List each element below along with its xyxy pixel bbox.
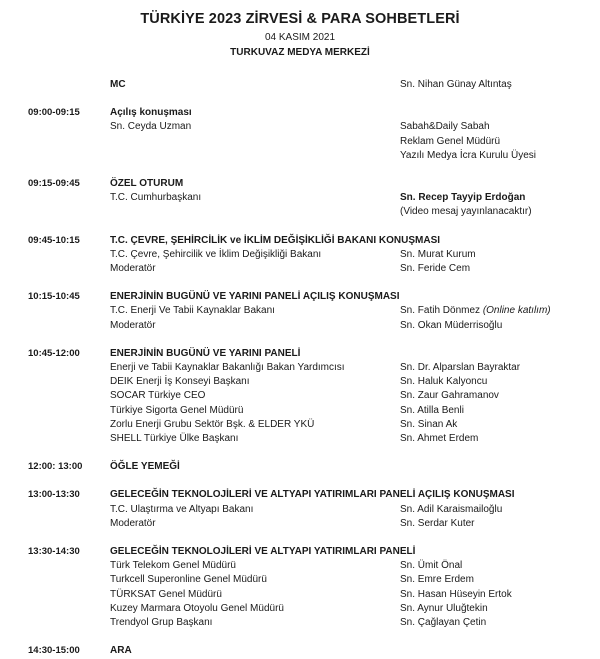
person-name: Sn. Recep Tayyip Erdoğan	[400, 192, 526, 204]
row-person	[400, 404, 586, 418]
row-spacer	[400, 545, 586, 559]
person-name: Sn. Sinan Ak	[400, 418, 458, 430]
row-role: Zorlu Enerji Grubu Sektör Bşk. & ELDER YKÜ	[110, 418, 315, 430]
page-title: TÜRKİYE 2023 ZİRVESİ & PARA SOHBETLERİ	[140, 11, 460, 27]
row-person	[400, 120, 586, 134]
row-role: T.C. Enerji Ve Tabii Kaynaklar Bakanı	[110, 305, 275, 317]
event-date: 04 KASIM 2021	[264, 32, 336, 43]
row-role: SHELL Türkiye Ülke Başkanı	[110, 433, 239, 445]
schedule-row	[28, 644, 586, 658]
row-spacer	[400, 234, 586, 248]
row-role: Moderatör	[110, 517, 156, 529]
row-spacer	[110, 205, 400, 219]
row-spacer	[110, 135, 400, 149]
person-name: Sn. Ümit Önal	[400, 560, 463, 572]
row-time: 12:00: 13:00	[28, 461, 83, 473]
event-venue: TURKUVAZ MEDYA MERKEZİ	[230, 47, 370, 58]
row-time: 09:45-10:15	[28, 234, 80, 246]
row-person: Sn. Nihan Günay Altıntaş	[400, 79, 512, 90]
person-name: Sn. Ahmet Erdem	[400, 433, 479, 445]
schedule-row	[28, 347, 586, 446]
row-person	[400, 375, 586, 389]
schedule-row	[28, 177, 586, 220]
row-role: Türkiye Sigorta Genel Müdürü	[110, 404, 244, 416]
schedule-row	[28, 234, 586, 277]
row-person	[400, 262, 586, 276]
row-role: Enerji ve Tabii Kaynaklar Bakanlığı Bakan Yardımcısı	[110, 362, 345, 374]
person-name: Sn. Hasan Hüseyin Ertok	[400, 588, 512, 600]
row-role: Kuzey Marmara Otoyolu Genel Müdürü	[110, 602, 284, 614]
person-name: Sn. Atilla Benli	[400, 404, 464, 416]
schedule-row	[28, 488, 586, 531]
row-spacer	[400, 177, 586, 191]
row-time: 09:15-09:45	[28, 178, 80, 190]
schedule-rows	[28, 106, 586, 658]
row-time: 09:00-09:15	[28, 107, 80, 119]
row-role: Moderatör	[110, 319, 156, 331]
row-role: T.C. Ulaştırma ve Altyapı Bakanı	[110, 503, 254, 515]
row-person	[400, 418, 586, 432]
row-spacer	[400, 106, 586, 120]
row-person	[400, 191, 586, 205]
row-time: 10:45-12:00	[28, 347, 80, 359]
row-heading: ÖZEL OTURUM	[110, 178, 184, 190]
schedule-row	[28, 545, 586, 630]
schedule-row	[28, 106, 586, 163]
row-time: 13:30-14:30	[28, 546, 80, 558]
row-spacer	[400, 644, 586, 658]
row-person	[400, 602, 586, 616]
person-name: Sn. Zaur Gahramanov	[400, 390, 499, 402]
person-name: Sn. Aynur Uluğtekin	[400, 602, 488, 614]
row-heading: T.C. ÇEVRE, ŞEHİRCİLİK ve İKLİM DEĞİŞİKLİĞİ BAKANI KONUŞMASI	[110, 234, 441, 246]
person-name: Sn. Haluk Kalyoncu	[400, 376, 488, 388]
row-time: 14:30-15:00	[28, 645, 80, 657]
person-name: Sn. Dr. Alparslan Bayraktar	[400, 362, 521, 374]
row-spacer	[400, 290, 586, 304]
row-role: Trendyol Grup Başkanı	[110, 617, 213, 629]
schedule-row-mc	[28, 78, 586, 92]
row-heading: ARA	[110, 645, 132, 657]
person-name: Sn. Fatih Dönmez	[400, 305, 483, 317]
schedule-list	[0, 78, 600, 659]
person-name: Sn. Çağlayan Çetin	[400, 617, 487, 629]
person-name: Sn. Serdar Kuter	[400, 517, 475, 529]
row-person	[400, 573, 586, 587]
document-header	[0, 0, 600, 60]
row-heading: ENERJİNİN BUGÜNÜ VE YARINI PANELİ	[110, 347, 301, 359]
row-heading: MC	[110, 79, 126, 90]
row-role: T.C. Cumhurbaşkanı	[110, 192, 202, 204]
row-heading: ENERJİNİN BUGÜNÜ VE YARINI PANELİ AÇILIŞ KONUŞMASI	[110, 291, 400, 303]
person-name: Yazılı Medya İcra Kurulu Üyesi	[400, 149, 536, 161]
row-heading: GELECEĞİN TEKNOLOJİLERİ VE ALTYAPI YATIRIMLARI PANELİ	[110, 546, 416, 558]
person-name: (Video mesaj yayınlanacaktır)	[400, 206, 532, 218]
row-role: DEIK Enerji İş Konseyi Başkanı	[110, 376, 250, 388]
person-name: Reklam Genel Müdürü	[400, 135, 501, 147]
schedule-row	[28, 290, 586, 333]
person-name: Sabah&Daily Sabah	[400, 121, 490, 133]
row-spacer	[110, 149, 400, 163]
row-spacer	[400, 460, 586, 474]
row-person	[400, 248, 586, 262]
row-spacer	[400, 488, 586, 502]
row-person	[400, 135, 586, 149]
row-person	[400, 559, 586, 573]
person-name: Sn. Okan Müderrisoğlu	[400, 319, 503, 331]
row-person	[400, 149, 586, 163]
row-time: 13:00-13:30	[28, 489, 80, 501]
schedule-row	[28, 460, 586, 474]
row-person	[400, 304, 586, 318]
row-person	[400, 616, 586, 630]
row-heading: Açılış konuşması	[110, 107, 192, 119]
row-spacer	[400, 347, 586, 361]
person-name: Sn. Emre Erdem	[400, 574, 474, 586]
row-person	[400, 205, 586, 219]
row-heading: ÖĞLE YEMEĞİ	[110, 461, 180, 473]
person-name: Sn. Adil Karaismailoğlu	[400, 503, 503, 515]
person-name: Sn. Feride Cem	[400, 263, 471, 275]
row-role: Türk Telekom Genel Müdürü	[110, 560, 236, 572]
row-person	[400, 432, 586, 446]
row-role: T.C. Çevre, Şehircilik ve İklim Değişikliği Bakanı	[110, 248, 322, 260]
row-role: SOCAR Türkiye CEO	[110, 390, 206, 402]
row-role: Moderatör	[110, 263, 156, 275]
row-person	[400, 319, 586, 333]
row-person	[400, 361, 586, 375]
person-note: (Online katılım)	[482, 305, 551, 317]
row-person	[400, 503, 586, 517]
row-role: Sn. Ceyda Uzman	[110, 121, 192, 133]
row-person	[400, 389, 586, 403]
row-time: 10:15-10:45	[28, 291, 80, 303]
row-role: Turkcell Superonline Genel Müdürü	[110, 574, 267, 586]
person-name: Sn. Murat Kurum	[400, 248, 476, 260]
row-role: TÜRKSAT Genel Müdürü	[110, 588, 222, 600]
row-heading: GELECEĞİN TEKNOLOJİLERİ VE ALTYAPI YATIRIMLARI PANELİ AÇILIŞ KONUŞMASI	[110, 489, 515, 501]
row-person	[400, 517, 586, 531]
row-person	[400, 588, 586, 602]
